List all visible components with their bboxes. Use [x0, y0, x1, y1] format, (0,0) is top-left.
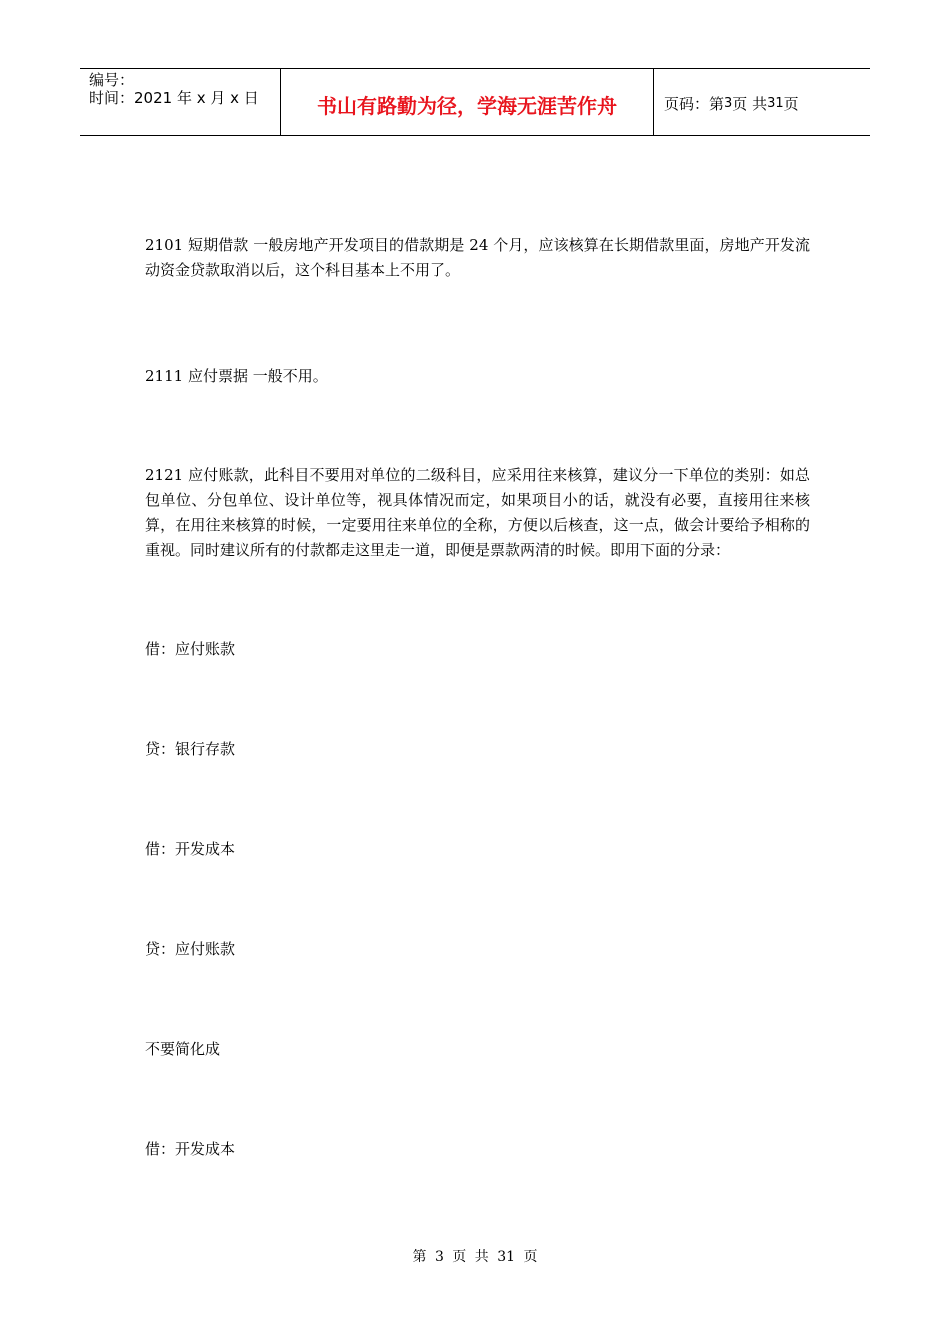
- journal-entry-line: 贷：应付账款: [145, 940, 236, 958]
- page-label-middle: 页 共: [732, 95, 768, 113]
- paragraph-short-term-loan: 2101 短期借款 一般房地产开发项目的借款期是 24 个月，应该核算在长期借款里面，房地产开发流动资金贷款取消以后，这个科目基本上不用了。: [145, 236, 810, 279]
- header-meta: [80, 69, 281, 135]
- journal-entry-line: 贷：银行存款: [145, 740, 236, 758]
- paragraph-accounts-payable: 2121 应付账款，此科目不要用对单位的二级科目，应采用往来核算，建议分一下单位的类别：如总包单位、分包单位、设计单位等，视具体情况而定，如果项目小的话，就没有必要，直接用往来核算，在用往来核算的时候，一定要用往来单位的全称，方便以后核查，这一点，做会计要给予相称的重视。同时建议所有的付款都走这里走一道，即便是票款两清的时候。即用下面的分录：: [145, 466, 810, 559]
- page-label-prefix: 页码：第: [664, 95, 725, 113]
- page-label-suffix: 页: [783, 95, 799, 113]
- paragraph-notes-payable: 2111 应付票据 一般不用。: [145, 367, 328, 385]
- document-date: 时间：2021 年 x 月 x 日: [89, 89, 259, 107]
- document-body: [145, 233, 810, 1162]
- journal-entry-line: 借：应付账款: [145, 640, 236, 658]
- page-footer: 第 3 页 共 31 页: [412, 1249, 538, 1265]
- page-header: [80, 68, 870, 136]
- header-page-indicator: [654, 69, 870, 135]
- paragraph-do-not-simplify: 不要简化成: [145, 1040, 221, 1058]
- page-total: 31: [767, 96, 784, 111]
- document-number-label: 编号：: [89, 71, 135, 89]
- journal-entry-line: 借：开发成本: [145, 1140, 236, 1158]
- journal-entry-line: 借：开发成本: [145, 840, 236, 858]
- page-current: 3: [724, 96, 733, 111]
- header-motto: 书山有路勤为径，学海无涯苦作舟: [281, 69, 654, 135]
